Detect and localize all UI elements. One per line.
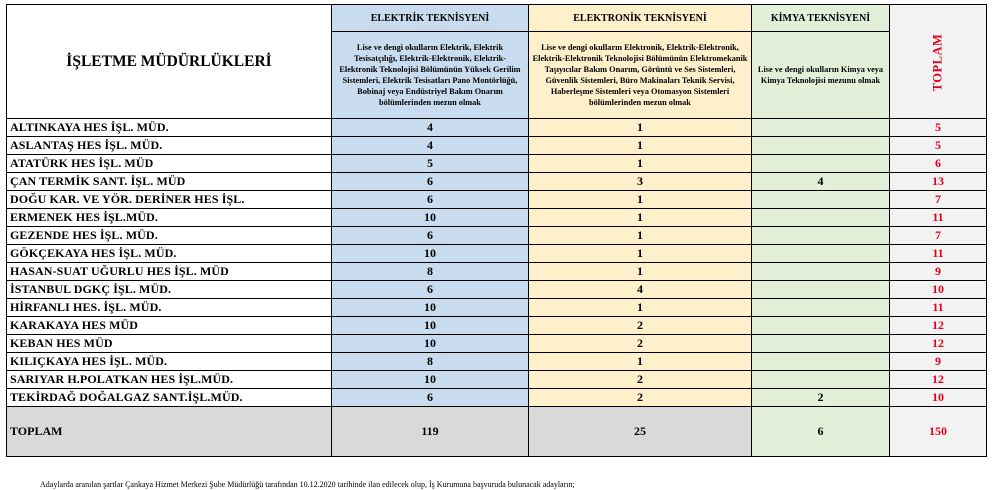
totals-chemistry: 6 xyxy=(752,407,890,457)
staff-table xyxy=(6,4,987,457)
cell-chemistry xyxy=(752,245,890,263)
cell-electronic: 1 xyxy=(529,119,752,137)
table-row xyxy=(7,209,987,227)
table-row xyxy=(7,155,987,173)
table-row xyxy=(7,245,987,263)
cell-unit-name: HASAN-SUAT UĞURLU HES İŞL. MÜD xyxy=(7,263,332,281)
cell-electric: 10 xyxy=(332,317,529,335)
cell-electric: 10 xyxy=(332,209,529,227)
header-total xyxy=(890,5,987,119)
totals-electric: 119 xyxy=(332,407,529,457)
table-row xyxy=(7,173,987,191)
cell-total: 12 xyxy=(890,317,987,335)
cell-electric: 10 xyxy=(332,335,529,353)
cell-electronic: 4 xyxy=(529,281,752,299)
cell-unit-name: GEZENDE HES İŞL. MÜD. xyxy=(7,227,332,245)
cell-total: 11 xyxy=(890,209,987,227)
cell-chemistry xyxy=(752,263,890,281)
cell-total: 6 xyxy=(890,155,987,173)
cell-chemistry xyxy=(752,209,890,227)
header-electric-title: ELEKTRİK TEKNİSYENİ xyxy=(332,5,529,32)
table-row xyxy=(7,137,987,155)
cell-total: 12 xyxy=(890,335,987,353)
table-row xyxy=(7,371,987,389)
cell-electronic: 1 xyxy=(529,263,752,281)
cell-total: 7 xyxy=(890,191,987,209)
cell-electric: 6 xyxy=(332,227,529,245)
cell-unit-name: ATATÜRK HES İŞL. MÜD xyxy=(7,155,332,173)
cell-total: 11 xyxy=(890,245,987,263)
cell-electronic: 2 xyxy=(529,389,752,407)
cell-electronic: 2 xyxy=(529,371,752,389)
totals-label: TOPLAM xyxy=(7,407,332,457)
cell-unit-name: ÇAN TERMİK SANT. İŞL. MÜD xyxy=(7,173,332,191)
cell-electronic: 1 xyxy=(529,227,752,245)
cell-unit-name: GÖKÇEKAYA HES İŞL. MÜD. xyxy=(7,245,332,263)
cell-electric: 4 xyxy=(332,119,529,137)
footer-note: Adaylarda aranılan şartlar Çankaya Hizmet Merkezi Şube Müdürlüğü tarafından 10.12.2020 tarihinde ilan edilecek olup, İş Kurumuna başvuruda bulunacak adayların; xyxy=(40,480,575,489)
cell-chemistry xyxy=(752,281,890,299)
cell-electronic: 2 xyxy=(529,335,752,353)
cell-unit-name: İSTANBUL DGKÇ İŞL. MÜD. xyxy=(7,281,332,299)
table-row xyxy=(7,317,987,335)
table-row xyxy=(7,353,987,371)
cell-electric: 10 xyxy=(332,245,529,263)
cell-electric: 6 xyxy=(332,191,529,209)
header-electronic-desc: Lise ve dengi okulların Elektronik, Elektrik-Elektronik, Elektrik-Elektronik Teknolojisi Bölümünün Elektromekanik Taşıyıcılar Bakım Onarım, Görüntü ve Ses Sistemleri, Güvenlik Sistemleri, Büro Makinaları Teknik Servisi, Haberleşme Sistemleri veya Otomasyon Sistemleri bölümlerinden mezun olmak xyxy=(529,32,752,119)
header-main-title: İŞLETME MÜDÜRLÜKLERİ xyxy=(7,5,332,119)
cell-chemistry xyxy=(752,119,890,137)
cell-unit-name: ERMENEK HES İŞL.MÜD. xyxy=(7,209,332,227)
cell-unit-name: ALTINKAYA HES İŞL. MÜD. xyxy=(7,119,332,137)
cell-electronic: 1 xyxy=(529,191,752,209)
cell-total: 9 xyxy=(890,263,987,281)
cell-unit-name: HİRFANLI HES. İŞL. MÜD. xyxy=(7,299,332,317)
cell-electronic: 1 xyxy=(529,299,752,317)
totals-grand: 150 xyxy=(890,407,987,457)
cell-unit-name: KILIÇKAYA HES İŞL. MÜD. xyxy=(7,353,332,371)
cell-electric: 6 xyxy=(332,281,529,299)
table-row xyxy=(7,299,987,317)
table-row xyxy=(7,335,987,353)
cell-chemistry xyxy=(752,227,890,245)
cell-electronic: 3 xyxy=(529,173,752,191)
table-row xyxy=(7,191,987,209)
cell-unit-name: KARAKAYA HES MÜD xyxy=(7,317,332,335)
header-chemistry-desc: Lise ve dengi okulların Kimya veya Kimya Teknolojisi mezunu olmak xyxy=(752,32,890,119)
header-chemistry-title: KİMYA TEKNİSYENİ xyxy=(752,5,890,32)
cell-electronic: 1 xyxy=(529,245,752,263)
cell-chemistry xyxy=(752,317,890,335)
cell-total: 10 xyxy=(890,281,987,299)
cell-electric: 8 xyxy=(332,353,529,371)
totals-row xyxy=(7,407,987,457)
header-electronic-title: ELEKTRONİK TEKNİSYENİ xyxy=(529,5,752,32)
cell-total: 11 xyxy=(890,299,987,317)
cell-electric: 10 xyxy=(332,299,529,317)
cell-chemistry: 2 xyxy=(752,389,890,407)
cell-chemistry xyxy=(752,371,890,389)
cell-electric: 10 xyxy=(332,371,529,389)
cell-unit-name: KEBAN HES MÜD xyxy=(7,335,332,353)
cell-electric: 8 xyxy=(332,263,529,281)
cell-chemistry xyxy=(752,191,890,209)
cell-electronic: 1 xyxy=(529,155,752,173)
cell-unit-name: ASLANTAŞ HES İŞL. MÜD. xyxy=(7,137,332,155)
cell-total: 7 xyxy=(890,227,987,245)
cell-total: 13 xyxy=(890,173,987,191)
cell-electronic: 1 xyxy=(529,353,752,371)
cell-chemistry xyxy=(752,353,890,371)
totals-electronic: 25 xyxy=(529,407,752,457)
header-total-label: TOPLAM xyxy=(930,33,945,91)
cell-total: 9 xyxy=(890,353,987,371)
cell-chemistry: 4 xyxy=(752,173,890,191)
cell-chemistry xyxy=(752,155,890,173)
cell-chemistry xyxy=(752,335,890,353)
cell-electronic: 2 xyxy=(529,317,752,335)
table-row xyxy=(7,389,987,407)
cell-unit-name: DOĞU KAR. VE YÖR. DERİNER HES İŞL. xyxy=(7,191,332,209)
cell-chemistry xyxy=(752,299,890,317)
table-row xyxy=(7,227,987,245)
cell-total: 12 xyxy=(890,371,987,389)
cell-unit-name: SARIYAR H.POLATKAN HES İŞL.MÜD. xyxy=(7,371,332,389)
cell-total: 10 xyxy=(890,389,987,407)
cell-electric: 6 xyxy=(332,173,529,191)
table-body xyxy=(7,119,987,407)
cell-chemistry xyxy=(752,137,890,155)
cell-total: 5 xyxy=(890,119,987,137)
cell-electronic: 1 xyxy=(529,137,752,155)
table-row xyxy=(7,263,987,281)
table-row xyxy=(7,119,987,137)
cell-electric: 4 xyxy=(332,137,529,155)
cell-electric: 5 xyxy=(332,155,529,173)
cell-unit-name: TEKİRDAĞ DOĞALGAZ SANT.İŞL.MÜD. xyxy=(7,389,332,407)
table-row xyxy=(7,281,987,299)
cell-total: 5 xyxy=(890,137,987,155)
cell-electronic: 1 xyxy=(529,209,752,227)
cell-electric: 6 xyxy=(332,389,529,407)
header-electric-desc: Lise ve dengi okulların Elektrik, Elektrik Tesisatçılığı, Elektrik-Elektronik, Elektrik-Elektronik Teknolojisi Bölümünün Yüksek Gerilim Sistemleri, Elektrik Tesisatları Pano Montörlüğü, Bobinaj veya Endüstriyel Bakım Onarım bölümlerinden mezun olmak xyxy=(332,32,529,119)
